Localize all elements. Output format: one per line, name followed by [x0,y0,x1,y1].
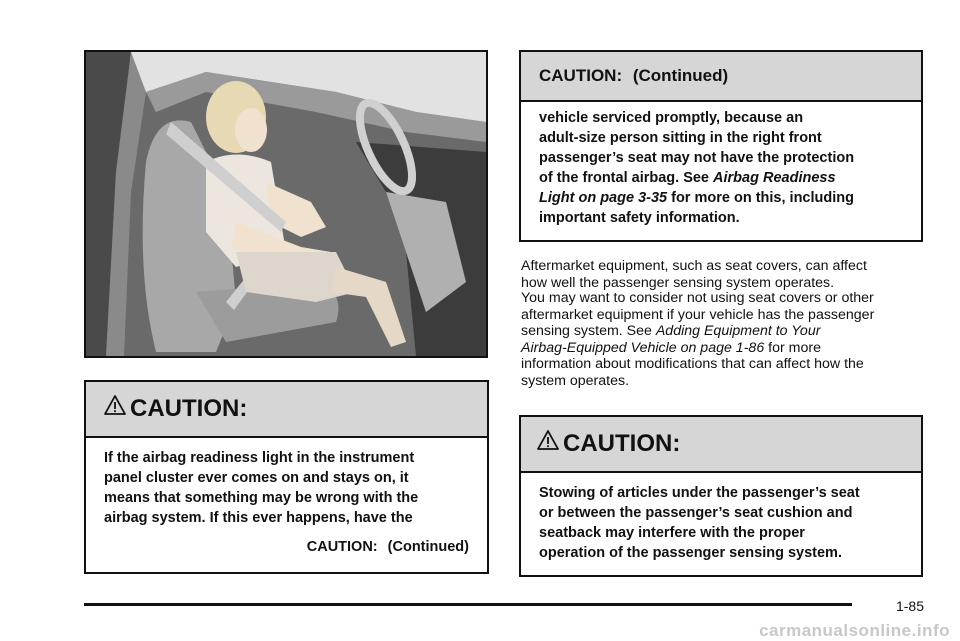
caution-line: operation of the passenger sensing system. [539,545,842,561]
caution-line: or between the passenger’s seat cushion and [539,505,853,521]
caution-continued-label: CAUTION: (Continued) [306,539,469,555]
paragraph-line: information about modifications that can affect how the [521,356,864,373]
adding-equipment-link[interactable]: Adding Equipment to Your [655,323,821,340]
warning-triangle-icon [104,394,126,416]
caution-line: panel cluster ever comes on and stays on, it [104,470,409,486]
paragraph-text: for more [764,339,821,356]
adding-equipment-link[interactable]: Airbag-Equipped Vehicle on page 1-86 [521,339,765,356]
warning-triangle-icon [537,429,559,451]
caution-header [86,382,487,438]
caution-box-stowing-articles [519,415,923,577]
caution-line [539,188,903,208]
caution-line: passenger’s seat may not have the protection [539,150,855,166]
caution-continued-box [519,50,923,242]
caution-line [539,168,903,188]
caution-continued-title: CAUTION: (Continued) [539,66,729,85]
paragraph-line: aftermarket equipment if your vehicle has the passenger [521,306,875,323]
footer-divider [84,603,852,606]
paragraph-line: how well the passenger sensing system operates. [521,274,835,291]
passenger-seated-illustration [84,50,488,358]
caution-line: important safety information. [539,210,740,226]
caution-continued-header [521,52,921,102]
paragraph-line: system operates. [521,372,630,389]
paragraph-line [521,323,921,340]
caution-line: seatback may interfere with the proper [539,525,805,541]
airbag-readiness-link[interactable]: Light on page 3-35 [539,190,668,206]
caution-line: adult-size person sitting in the right front [539,130,822,146]
paragraph-seat-covers [521,290,921,390]
caution-header [521,417,921,473]
caution-line: If the airbag readiness light in the instrument [104,450,415,466]
caution-line: means that something may be wrong with the [104,490,419,506]
caution-text: for more on this, including [667,190,854,206]
caution-continued-body [521,102,921,228]
caution-title: CAUTION: [130,395,248,422]
caution-body [521,473,921,563]
airbag-readiness-link[interactable]: Airbag Readiness [713,170,836,186]
paragraph-line [521,340,921,357]
caution-body [86,438,487,557]
paragraph-aftermarket-equipment [521,258,921,291]
paragraph-text: sensing system. See [521,323,656,340]
page-number: 1-85 [895,598,924,614]
illustration-svg [86,52,486,356]
caution-text: of the frontal airbag. See [539,170,714,186]
watermark-text: carmanualsonline.info [759,621,950,640]
caution-line: airbag system. If this ever happens, have the [104,510,413,526]
caution-line: Stowing of articles under the passenger’s seat [539,485,860,501]
paragraph-line: You may want to consider not using seat covers or other [521,290,874,306]
paragraph-line: Aftermarket equipment, such as seat covers, can affect [521,258,867,274]
caution-line: vehicle serviced promptly, because an [539,110,804,126]
caution-box-airbag-light [84,380,489,574]
caution-title: CAUTION: [563,430,681,457]
